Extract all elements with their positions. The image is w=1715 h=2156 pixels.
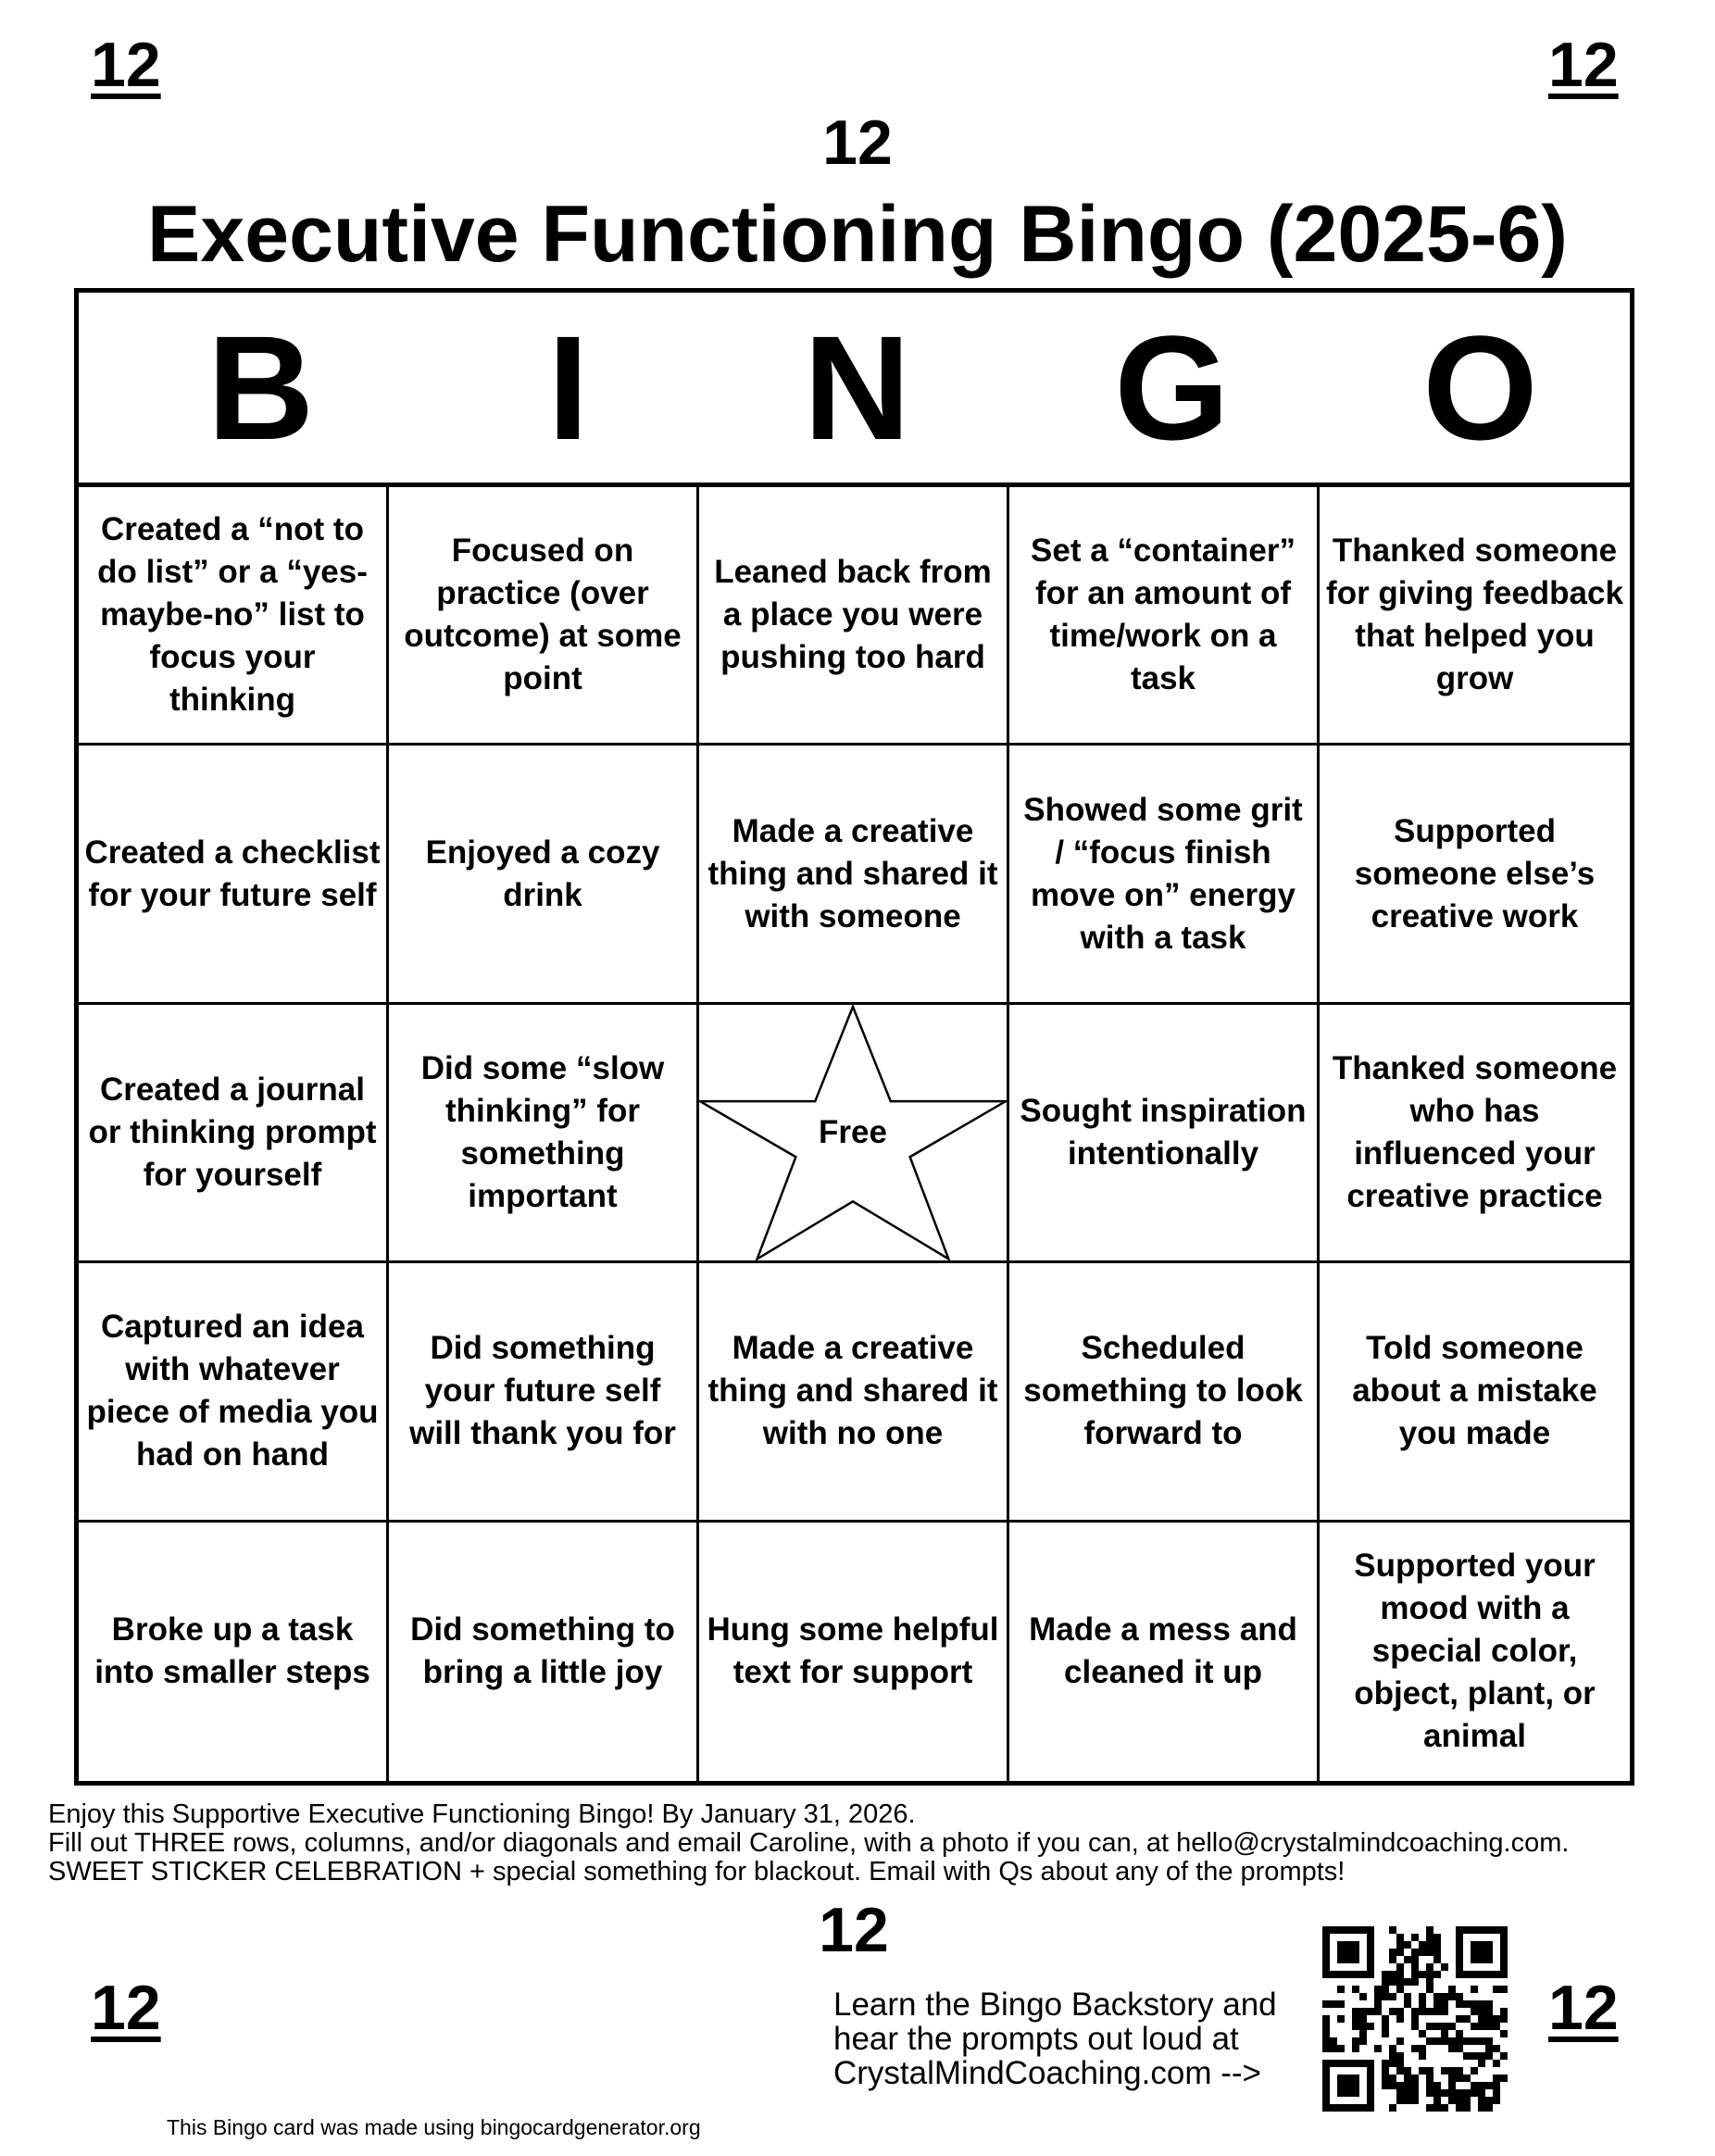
card-number-top-center: 12: [822, 107, 893, 178]
card-number-bottom-center: 12: [819, 1895, 889, 1965]
learn-more-text: [833, 1987, 1277, 2090]
page-title: Executive Functioning Bingo (2025-6): [147, 190, 1568, 279]
bingo-header-row: [79, 293, 1630, 487]
header-letter-o: O: [1422, 305, 1538, 470]
instructions-line: Enjoy this Supportive Executive Functioning Bingo! By January 31, 2026.: [48, 1799, 916, 1829]
bingo-cell[interactable]: Broke up a task into smaller steps: [79, 1523, 389, 1781]
instructions-line: SWEET STICKER CELEBRATION + special something for blackout. Email with Qs about any of the prompts!: [48, 1857, 1346, 1886]
bingo-cell[interactable]: Created a journal or thinking prompt for yourself: [79, 1005, 389, 1263]
header-letter-i: I: [547, 305, 589, 470]
header-letter-g: G: [1114, 305, 1230, 470]
header-letter-b: B: [207, 305, 315, 470]
bingo-cell[interactable]: Focused on practice (over outcome) at some point: [389, 487, 699, 746]
learn-more-line: hear the prompts out loud at: [833, 2021, 1239, 2057]
bingo-cell[interactable]: Made a mess and cleaned it up: [1009, 1523, 1320, 1781]
instructions-footer: [48, 1800, 1569, 1886]
card-number-bottom-left: 12: [91, 1973, 161, 2043]
learn-more-link[interactable]: CrystalMindCoaching.com -->: [833, 2055, 1261, 2091]
bingo-cell[interactable]: Hung some helpful text for support: [699, 1523, 1009, 1781]
bingo-cell[interactable]: Supported someone else’s creative work: [1320, 746, 1630, 1004]
bingo-cell[interactable]: Made a creative thing and shared it with someone: [699, 746, 1009, 1004]
instructions-line: Fill out THREE rows, columns, and/or diagonals and email Caroline, with a photo if you can, at hello@crystalmindcoaching.com.: [48, 1828, 1570, 1858]
bingo-cell[interactable]: Enjoyed a cozy drink: [389, 746, 699, 1004]
card-number-bottom-right: 12: [1548, 1973, 1619, 2043]
bingo-cell[interactable]: Did some “slow thinking” for something important: [389, 1005, 699, 1263]
bingo-card: [74, 288, 1634, 1786]
bingo-cell[interactable]: Showed some grit / “focus finish move on” energy with a task: [1009, 746, 1320, 1004]
bingo-grid: [79, 487, 1630, 1781]
card-number-top-left: 12: [91, 30, 161, 100]
bingo-cell[interactable]: Created a checklist for your future self: [79, 746, 389, 1004]
bingo-cell[interactable]: Supported your mood with a special color, object, plant, or animal: [1354, 1548, 1596, 1755]
generator-credit: This Bingo card was made using bingocardgenerator.org: [167, 2115, 701, 2139]
learn-more-line: Learn the Bingo Backstory and: [833, 1987, 1277, 2023]
header-letter-n: N: [803, 305, 911, 470]
bingo-cell[interactable]: Told someone about a mistake you made: [1320, 1263, 1630, 1522]
bingo-cell[interactable]: Scheduled something to look forward to: [1009, 1263, 1320, 1522]
free-space-cell[interactable]: [699, 1005, 1009, 1263]
qr-code-icon[interactable]: [1322, 1926, 1508, 2112]
card-number-top-right: 12: [1548, 30, 1619, 100]
bingo-cell[interactable]: Set a “container” for an amount of time/work on a task: [1009, 487, 1320, 746]
bingo-cell[interactable]: Created a “not to do list” or a “yes-maybe-no” list to focus your thinking: [79, 487, 389, 746]
bingo-cell[interactable]: Leaned back from a place you were pushing too hard: [699, 487, 1009, 746]
free-space-label: Free: [819, 1113, 887, 1150]
bingo-cell[interactable]: Captured an idea with whatever piece of media you had on hand: [79, 1263, 389, 1522]
bingo-cell[interactable]: Thanked someone who has influenced your creative practice: [1320, 1005, 1630, 1263]
bingo-cell[interactable]: Did something to bring a little joy: [389, 1523, 699, 1781]
bingo-cell[interactable]: Sought inspiration intentionally: [1009, 1005, 1320, 1263]
bingo-cell[interactable]: Made a creative thing and shared it with no one: [699, 1263, 1009, 1522]
bingo-cell[interactable]: Did something your future self will thank you for: [389, 1263, 699, 1522]
bingo-cell[interactable]: Thanked someone for giving feedback that helped you grow: [1320, 487, 1630, 746]
